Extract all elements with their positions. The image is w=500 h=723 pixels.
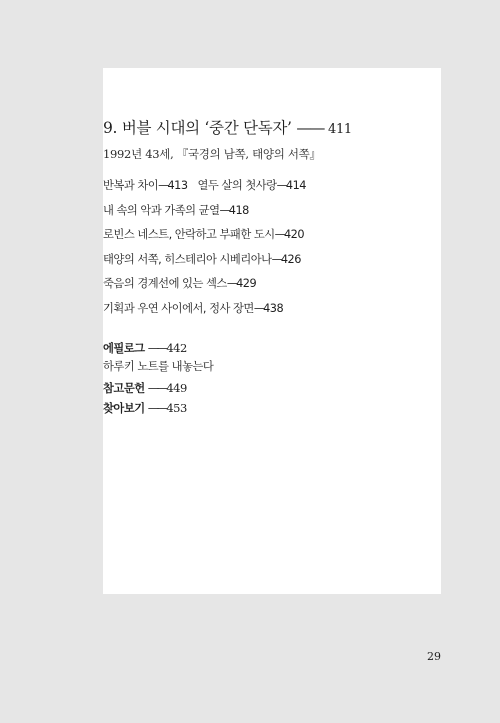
references-title: 참고문헌	[103, 382, 145, 395]
toc-entry-page: 438	[263, 301, 284, 315]
chapter-title-text: 9. 버블 시대의 ‘중간 단독자’	[103, 119, 292, 137]
epilogue-subtitle: 하루키 노트를 내놓는다	[103, 360, 214, 373]
index-title: 찾아보기	[103, 402, 145, 415]
toc-entry-dash: —	[226, 277, 237, 291]
back-matter	[103, 340, 213, 420]
toc-entry-page: 420	[283, 228, 305, 242]
references-entry	[103, 380, 213, 400]
toc-entry-dash: —	[158, 179, 168, 192]
toc-entry-page: 429	[236, 277, 257, 291]
epilogue-entry	[103, 340, 213, 360]
toc-entry-label: 반복과 차이	[103, 179, 159, 192]
toc-entry-dash: —	[219, 203, 229, 217]
toc-entry	[103, 227, 306, 252]
toc-entry-page: 418	[228, 203, 249, 217]
index-entry	[103, 400, 213, 420]
toc-entry-page: 426	[280, 252, 301, 266]
references-page: 449	[166, 381, 187, 395]
references-dash: ——	[147, 382, 167, 395]
toc-entry-dash: —	[253, 301, 264, 315]
toc-entry-label: 기획과 우연 사이에서, 정사 장면	[103, 301, 254, 315]
toc-entry-label: 로빈스 네스트, 안락하고 부패한 도시	[103, 228, 275, 242]
chapter-title	[103, 116, 352, 138]
toc-entry-label: 내 속의 악과 가족의 균열	[103, 203, 220, 217]
toc-entry-page: 413	[167, 179, 188, 192]
book-page	[103, 68, 441, 594]
toc-entry-dash: —	[271, 252, 281, 266]
epilogue-page: 442	[166, 341, 187, 355]
toc-entry-label: 열두 살의 첫사랑	[197, 179, 277, 192]
chapter-page: 411	[327, 122, 352, 137]
chapter-subtitle: 1992년 43세, 『국경의 남쪽, 태양의 서쪽』	[103, 147, 321, 161]
chapter-dash: ——	[296, 119, 324, 137]
toc-entry	[103, 252, 306, 277]
index-dash: ——	[147, 402, 167, 415]
toc-entry-label: 죽음의 경계선에 있는 섹스	[103, 277, 227, 291]
toc-entry	[103, 301, 306, 326]
toc-entry	[103, 203, 306, 228]
epilogue-dash: ——	[147, 342, 167, 355]
page-number: 29	[427, 650, 441, 663]
toc-entry-dash: —	[274, 228, 284, 242]
index-page: 453	[166, 401, 187, 415]
epilogue-title: 에필로그	[103, 342, 145, 355]
toc-entry-dash: —	[276, 179, 286, 192]
toc-entry-label: 태양의 서쪽, 히스테리아 시베리아나	[103, 252, 272, 266]
section-list	[103, 178, 306, 326]
toc-entry	[103, 178, 306, 203]
toc-entry	[103, 276, 306, 301]
toc-entry-page: 414	[285, 179, 306, 192]
